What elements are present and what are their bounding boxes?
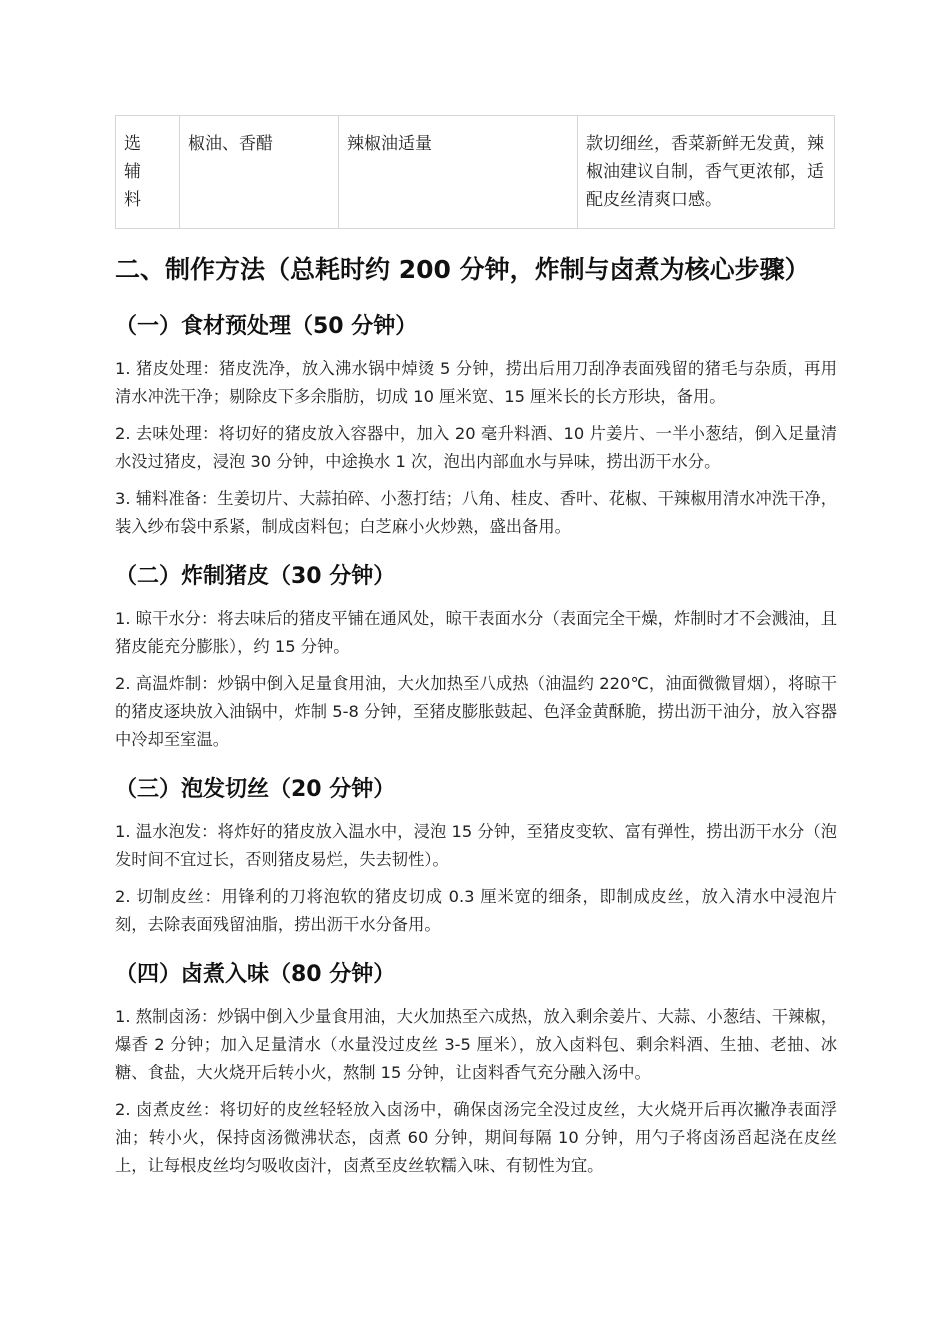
step-paragraph: 2. 去味处理：将切好的猪皮放入容器中，加入 20 毫升料酒、10 片姜片、一半小葱结，倒入足量清水没过猪皮，浸泡 30 分钟，中途换水 1 次，泡出内部血水与异味，捞出沥干水分。: [115, 424, 837, 471]
step-paragraph: 2. 卤煮皮丝：将切好的皮丝轻轻放入卤汤中，确保卤汤完全没过皮丝，大火烧开后再次撇净表面浮油；转小火，保持卤汤微沸状态，卤煮 60 分钟，期间每隔 10 分钟，用勺子将卤汤舀起浇在皮丝上，让每根皮丝均匀吸收卤汁，卤煮至皮丝软糯入味、有韧性为宜。: [115, 1100, 837, 1175]
subsection-title: （三）泡发切丝（20 分钟）: [115, 777, 396, 802]
amount-cell: 辣椒油适量: [339, 116, 578, 229]
step-paragraph: 1. 熬制卤汤：炒锅中倒入少量食用油，大火加热至六成热，放入剩余姜片、大蒜、小葱结、干辣椒，爆香 2 分钟；加入足量清水（水量没过皮丝 3-5 厘米），放入卤料包、剩余料酒、生抽、老抽、冰糖、食盐，大火烧开后转小火，熬制 15 分钟，让卤料香气充分融入汤中。: [115, 1007, 837, 1082]
category-cell: [116, 116, 180, 229]
ingredients-cell: 椒油、香醋: [180, 116, 339, 229]
subsection-title: （四）卤煮入味（80 分钟）: [115, 962, 396, 987]
category-char: 辅: [124, 162, 141, 182]
subsection-title: （一）食材预处理（50 分钟）: [115, 314, 418, 339]
section-title: 二、制作方法（总耗时约 200 分钟，炸制与卤煮为核心步骤）: [115, 255, 810, 284]
step-paragraph: 1. 猪皮处理：猪皮洗净，放入沸水锅中焯烫 5 分钟，捞出后用刀刮净表面残留的猪毛与杂质，再用清水冲洗干净；剔除皮下多余脂肪，切成 10 厘米宽、15 厘米长的长方形块，备用。: [115, 359, 837, 406]
table-row: [116, 116, 835, 229]
step-paragraph: 1. 温水泡发：将炸好的猪皮放入温水中，浸泡 15 分钟，至猪皮变软、富有弹性，捞出沥干水分（泡发时间不宜过长，否则猪皮易烂，失去韧性）。: [115, 822, 837, 869]
subsection-title: （二）炸制猪皮（30 分钟）: [115, 564, 396, 589]
step-paragraph: 2. 高温炸制：炒锅中倒入足量食用油，大火加热至八成热（油温约 220℃，油面微微冒烟），将晾干的猪皮逐块放入油锅中，炸制 5-8 分钟，至猪皮膨胀鼓起、色泽金黄酥脆，捞出沥干油分，放入容器中冷却至室温。: [115, 674, 837, 749]
category-char: 选: [124, 134, 141, 154]
notes-cell: 款切细丝，香菜新鲜无发黄，辣椒油建议自制，香气更浓郁，适配皮丝清爽口感。: [578, 116, 835, 229]
step-paragraph: 1. 晾干水分：将去味后的猪皮平铺在通风处，晾干表面水分（表面完全干燥，炸制时才不会溅油，且猪皮能充分膨胀），约 15 分钟。: [115, 609, 837, 656]
step-paragraph: 2. 切制皮丝：用锋利的刀将泡软的猪皮切成 0.3 厘米宽的细条，即制成皮丝，放入清水中浸泡片刻，去除表面残留油脂，捞出沥干水分备用。: [115, 887, 837, 934]
ingredients-table: [115, 115, 835, 229]
category-char: 料: [124, 190, 141, 210]
method-section: [115, 250, 837, 1189]
step-paragraph: 3. 辅料准备：生姜切片、大蒜拍碎、小葱打结；八角、桂皮、香叶、花椒、干辣椒用清水冲洗干净，装入纱布袋中系紧，制成卤料包；白芝麻小火炒熟，盛出备用。: [115, 489, 837, 536]
